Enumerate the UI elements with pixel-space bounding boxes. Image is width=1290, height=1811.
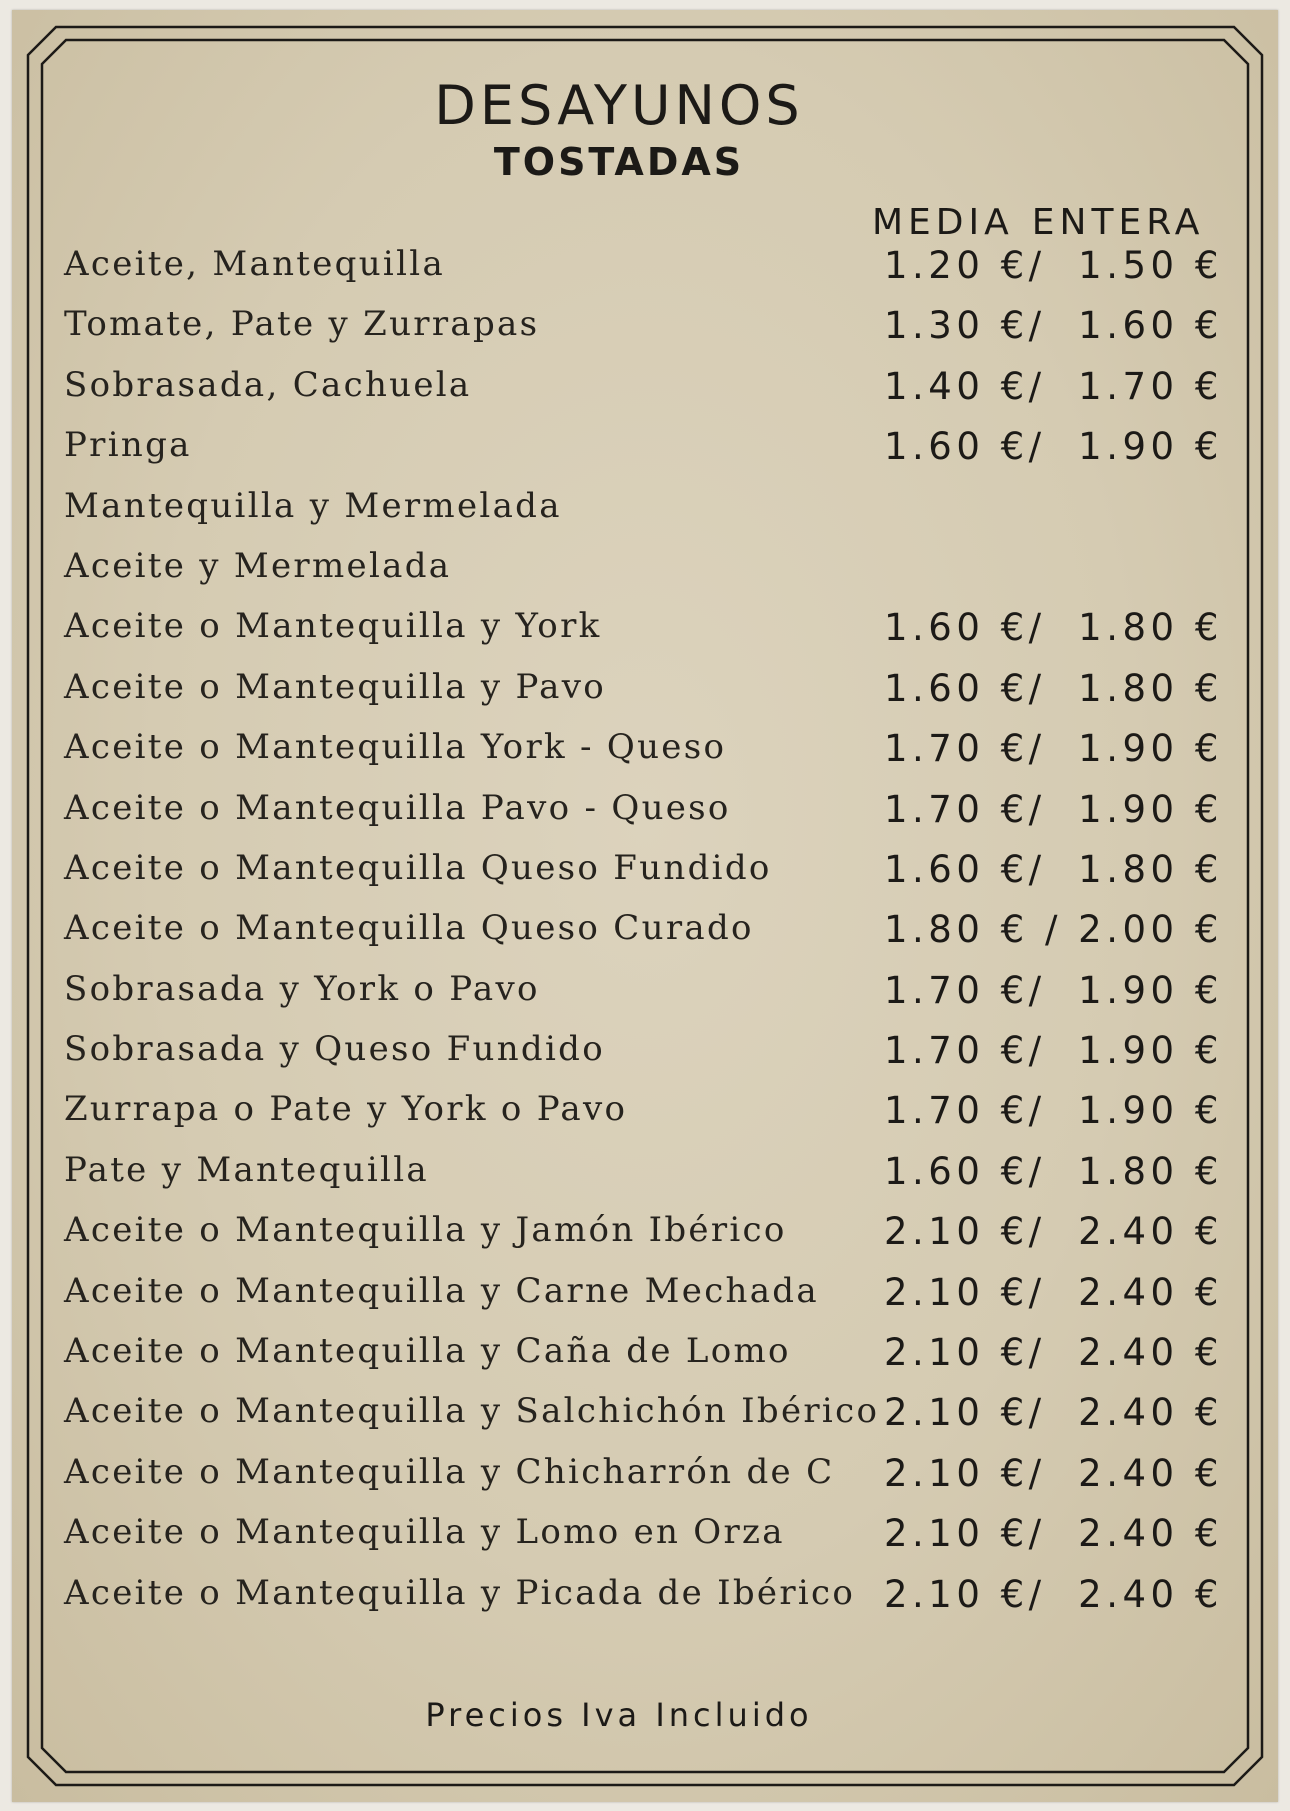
menu-item (64, 967, 1244, 1027)
menu-item-name: Aceite o Mantequilla Queso Fundido (64, 847, 772, 888)
menu-item (64, 544, 1244, 604)
menu-item (64, 786, 1244, 846)
menu-item-name: Aceite o Mantequilla y Chicharrón de C (64, 1451, 835, 1492)
menu-item (64, 302, 1244, 362)
menu-item (64, 1027, 1244, 1087)
menu-item-price: 1.40 €/ 1.70 € (884, 364, 1223, 408)
menu-item (64, 1571, 1244, 1631)
menu-item-name: Aceite o Mantequilla y Carne Mechada (64, 1270, 819, 1311)
menu-item-name: Sobrasada y York o Pavo (64, 968, 540, 1009)
menu-item-price: 1.80 € / 2.00 € (884, 908, 1223, 952)
menu-item-price: 1.60 €/ 1.90 € (884, 425, 1223, 469)
menu-item (64, 1148, 1244, 1208)
menu-item-name: Aceite o Mantequilla y Lomo en Orza (64, 1512, 785, 1553)
menu-item-price: 2.10 €/ 2.40 € (884, 1451, 1223, 1495)
menu-item-price: 1.70 €/ 1.90 € (884, 968, 1223, 1012)
menu-item-price: 2.10 €/ 2.40 € (884, 1512, 1223, 1556)
menu-item-name: Aceite o Mantequilla y Picada de Ibérico (64, 1572, 856, 1613)
menu-item-name: Mantequilla y Mermelada (64, 485, 562, 526)
menu-item-list (64, 242, 1244, 1631)
menu-item-name: Aceite o Mantequilla y Jamón Ibérico (64, 1210, 787, 1251)
menu-item (64, 363, 1244, 423)
menu-item (64, 1389, 1244, 1449)
menu-item-price: 1.70 €/ 1.90 € (884, 787, 1223, 831)
column-header-whole: ENTERA (1031, 202, 1205, 243)
menu-item-price: 1.60 €/ 1.80 € (884, 1149, 1223, 1193)
menu-item-name: Aceite o Mantequilla Queso Curado (64, 908, 754, 949)
menu-item-name: Aceite o Mantequilla York - Queso (64, 727, 727, 768)
menu-item-name: Aceite o Mantequilla y York (64, 606, 602, 647)
menu-item-name: Zurrapa o Pate y York o Pavo (64, 1089, 628, 1130)
menu-item (64, 1269, 1244, 1329)
menu-item-price: 2.10 €/ 2.40 € (884, 1270, 1223, 1314)
menu-page (12, 10, 1278, 1802)
menu-title: DESAYUNOS (434, 74, 804, 137)
menu-item-price: 1.60 €/ 1.80 € (884, 606, 1223, 650)
column-header-half: MEDIA (872, 202, 1014, 243)
menu-item (64, 484, 1244, 544)
menu-item-price: 2.10 €/ 2.40 € (884, 1331, 1223, 1375)
menu-item-name: Aceite o Mantequilla y Salchichón Ibérico (64, 1391, 880, 1432)
menu-item (64, 846, 1244, 906)
menu-item-name: Aceite o Mantequilla Pavo - Queso (64, 787, 731, 828)
menu-item-name: Sobrasada y Queso Fundido (64, 1029, 606, 1070)
menu-item (64, 665, 1244, 725)
footer-note: Precios Iva Incluido (425, 1696, 813, 1734)
menu-subtitle: TOSTADAS (493, 140, 745, 184)
menu-item (64, 1208, 1244, 1268)
menu-item-price: 1.30 €/ 1.60 € (884, 304, 1223, 348)
menu-item-name: Aceite, Mantequilla (64, 244, 446, 284)
menu-item-price: 1.60 €/ 1.80 € (884, 666, 1223, 710)
menu-item-name: Pringa (64, 425, 192, 466)
menu-item (64, 242, 1244, 302)
menu-item-name: Aceite o Mantequilla y Pavo (64, 666, 607, 707)
menu-item-name: Sobrasada, Cachuela (64, 364, 472, 405)
menu-item (64, 906, 1244, 966)
menu-item-name: Aceite o Mantequilla y Caña de Lomo (64, 1331, 791, 1372)
menu-item-price: 1.60 €/ 1.80 € (884, 847, 1223, 891)
menu-item (64, 1329, 1244, 1389)
menu-item-price: 1.70 €/ 1.90 € (884, 727, 1223, 771)
menu-item-name: Tomate, Pate y Zurrapas (64, 304, 540, 345)
menu-item (64, 423, 1244, 483)
menu-item (64, 1450, 1244, 1510)
menu-item-name: Aceite y Mermelada (64, 545, 452, 586)
menu-item-price: 1.70 €/ 1.90 € (884, 1089, 1223, 1133)
menu-item-price: 2.10 €/ 2.40 € (884, 1210, 1223, 1254)
price-column-headers (872, 202, 1204, 243)
menu-item-name: Pate y Mantequilla (64, 1149, 429, 1190)
menu-item-price: 2.10 €/ 2.40 € (884, 1572, 1223, 1616)
menu-item (64, 1510, 1244, 1570)
menu-item (64, 725, 1244, 785)
menu-item (64, 1087, 1244, 1147)
menu-item-price: 1.70 €/ 1.90 € (884, 1029, 1223, 1073)
menu-item (64, 604, 1244, 664)
menu-item-price: 1.20 €/ 1.50 € (884, 244, 1223, 287)
menu-item-price: 2.10 €/ 2.40 € (884, 1391, 1223, 1435)
